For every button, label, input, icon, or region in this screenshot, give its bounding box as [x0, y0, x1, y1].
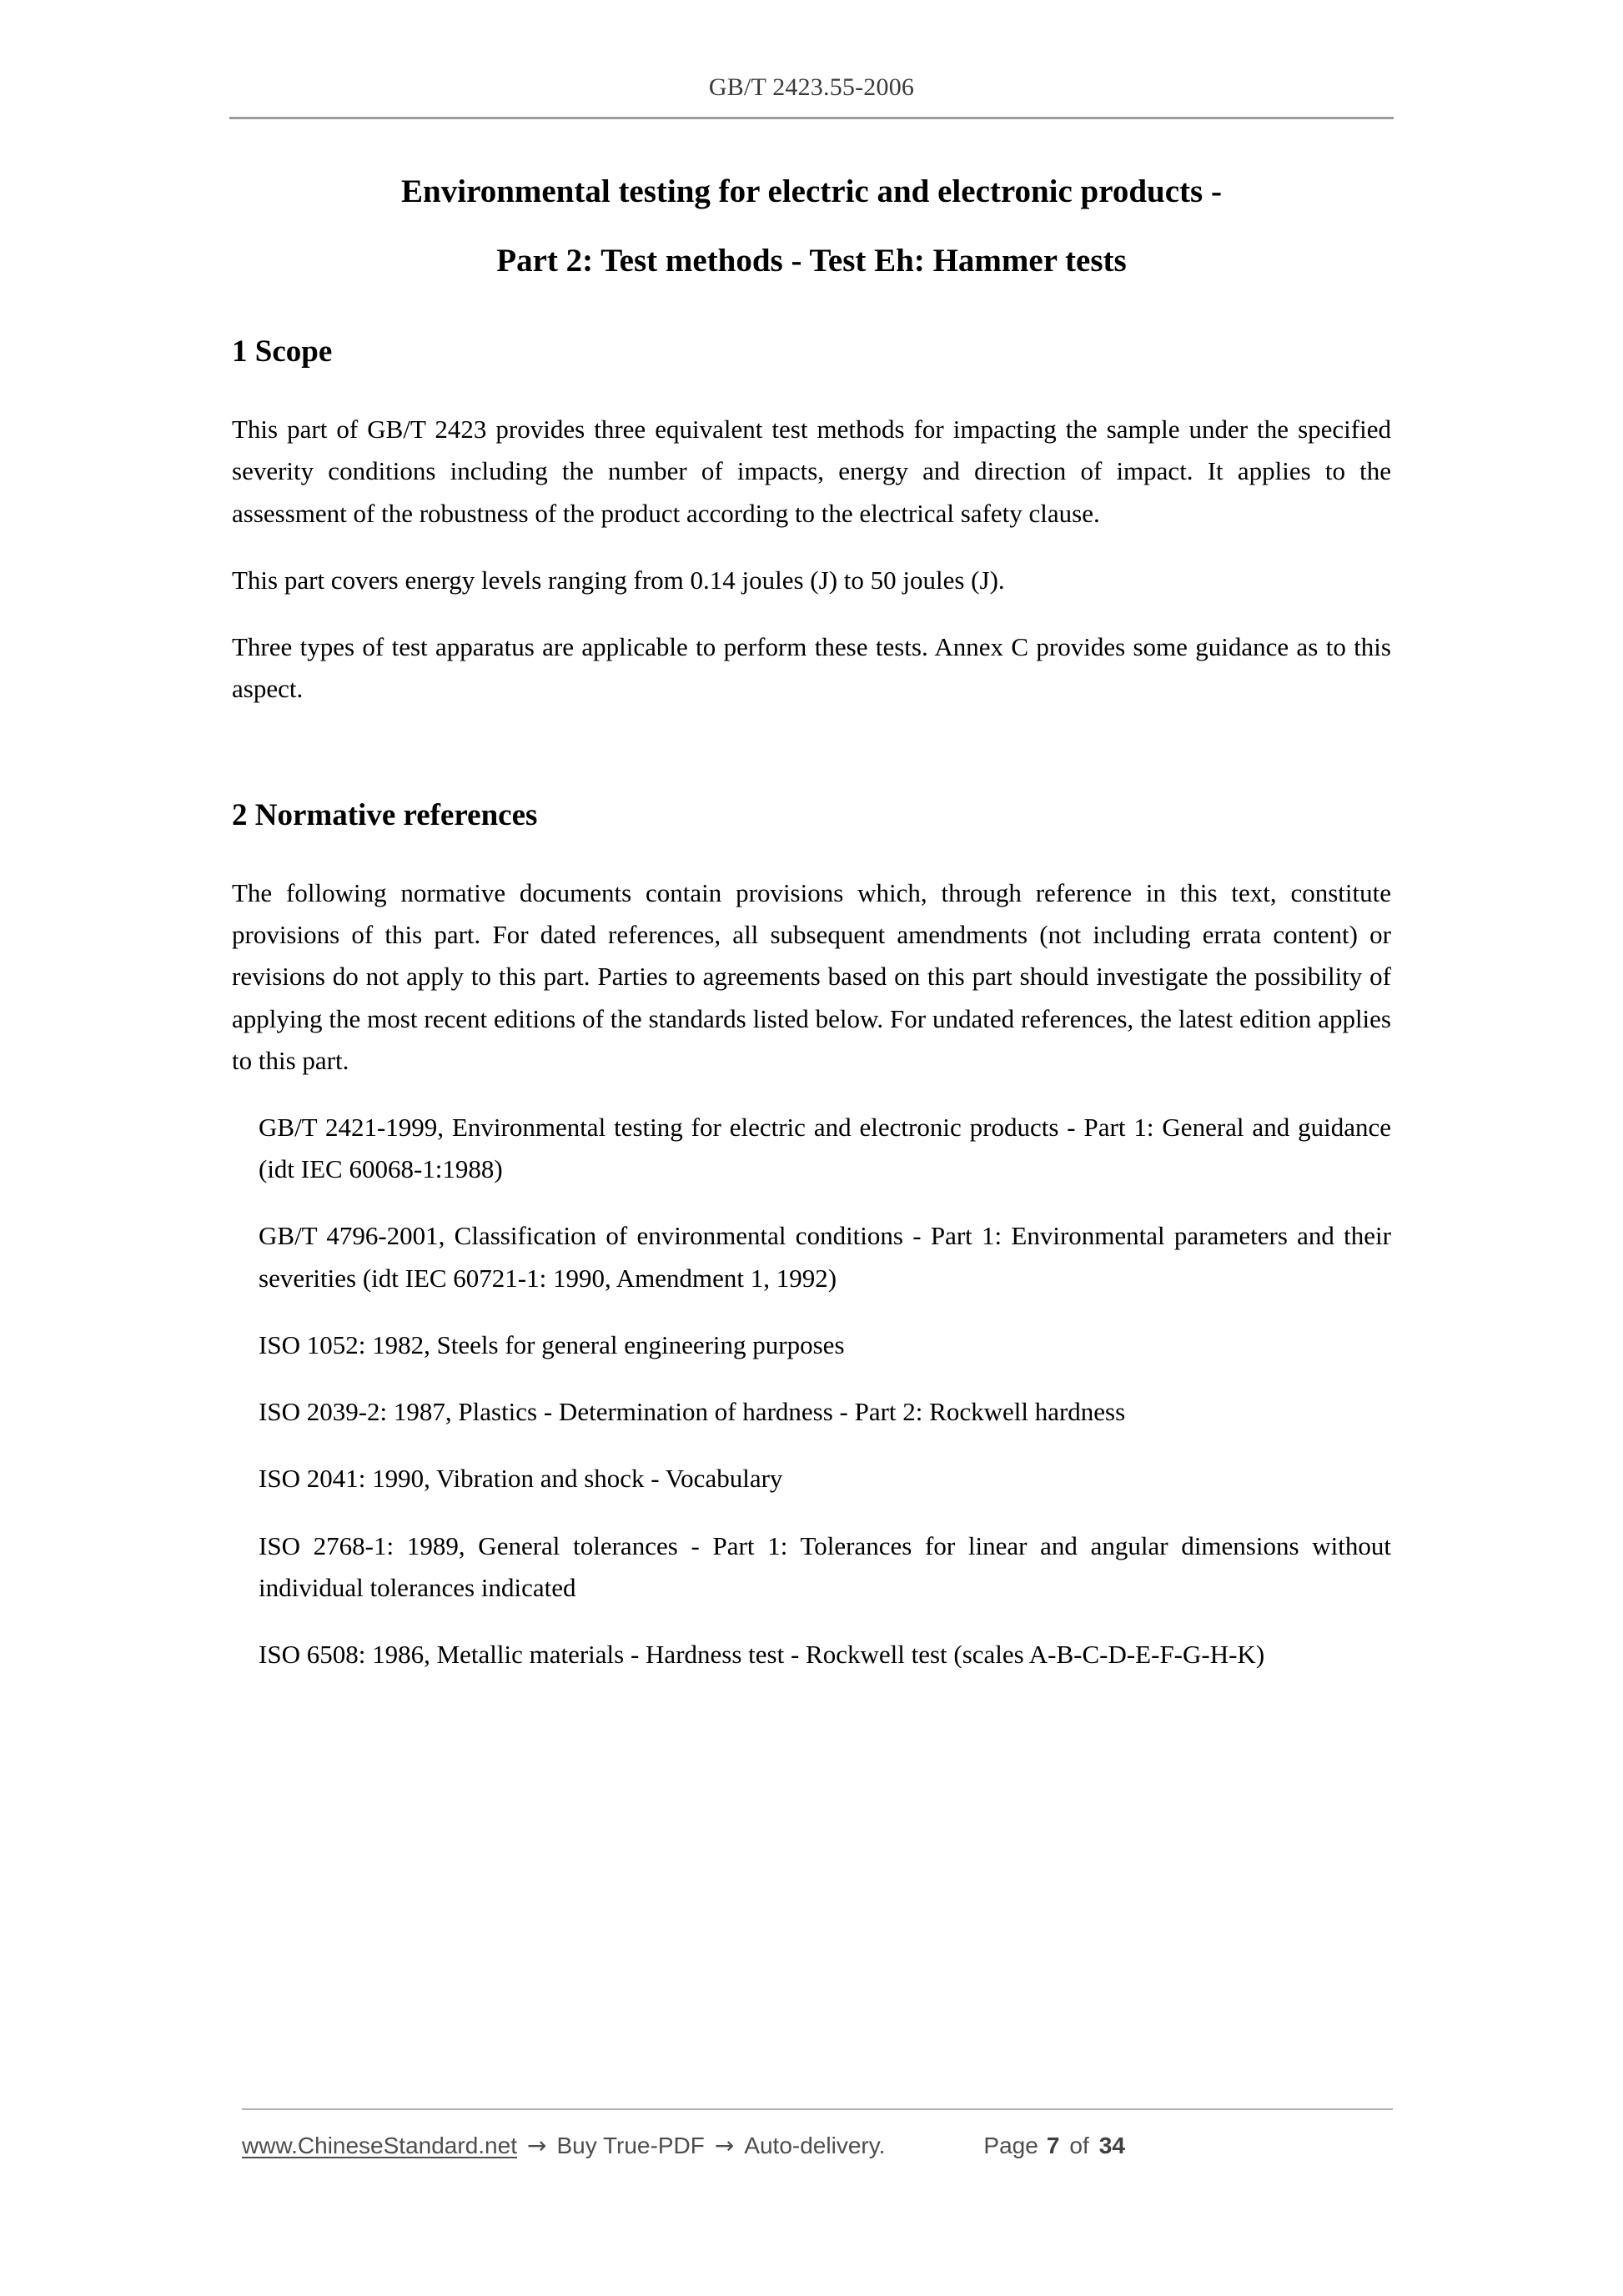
reference-item: GB/T 2421-1999, Environmental testing for electric and electronic products - Part 1: General and guidance (idt IEC 60068-1:1988) — [259, 1113, 1391, 1184]
footer-buy-label: Buy True-PDF — [556, 2133, 705, 2158]
page-indicator — [983, 2133, 1125, 2159]
reference-item: ISO 2768-1: 1989, General tolerances - Part 1: Tolerances for linear and angular dimensions without individual tolerances indicated — [259, 1530, 1391, 1602]
normative-references-paragraph: The following normative documents contain provisions which, through reference in this text, constitute provisions of this part. For dated references, all subsequent amendments (not including errata content) or revisions do not apply to this part. Parties to agreements based on this part should investigate the possibility of applying the most recent editions of the standards listed below. For undated references, the latest edition applies to this part. — [232, 877, 1391, 1075]
current-page-number: 7 — [1046, 2133, 1060, 2158]
page-footer — [242, 2108, 1393, 2159]
page-header — [229, 73, 1394, 119]
reference-item: ISO 2039-2: 1987, Plastics - Determination of hardness - Part 2: Rockwell hardness — [259, 1397, 1126, 1427]
footer-row — [242, 2132, 1393, 2159]
scope-paragraph-1: This part of GB/T 2423 provides three equivalent test methods for impacting the sample under the specified severity conditions including the number of impacts, energy and direction of impact. It applies to the assessment of the robustness of the product according to the electrical safety clause. — [232, 414, 1391, 528]
reference-item: ISO 2041: 1990, Vibration and shock - Vocabulary — [259, 1464, 783, 1494]
scope-paragraph-3: Three types of test apparatus are applicable to perform these tests. Annex C provides some guidance as to this aspect. — [232, 632, 1391, 704]
reference-item: GB/T 4796-2001, Classification of environmental conditions - Part 1: Environmental parameters and their severities (idt IEC 60721-1: 1990, Amendment 1, 1992) — [259, 1221, 1391, 1293]
arrow-right-icon: → — [714, 2132, 735, 2159]
footer-delivery-label: Auto-delivery. — [744, 2133, 886, 2158]
document-title — [232, 171, 1391, 282]
page-label: Page — [983, 2133, 1038, 2158]
scope-paragraph-2: This part covers energy levels ranging from 0.14 joules (J) to 50 joules (J). — [232, 565, 1005, 595]
section-heading-normative-references: 2 Normative references — [232, 797, 538, 832]
normative-reference-list — [232, 1107, 1391, 1676]
total-page-count: 34 — [1098, 2133, 1125, 2158]
footer-website-link[interactable]: www.ChineseStandard.net — [242, 2133, 517, 2158]
standard-code: GB/T 2423.55-2006 — [708, 73, 915, 101]
document-content — [232, 171, 1391, 1701]
document-title-line-2: Part 2: Test methods - Test Eh: Hammer tests — [496, 242, 1127, 279]
reference-item: ISO 6508: 1986, Metallic materials - Hardness test - Rockwell test (scales A-B-C-D-E-F-G-H-K) — [259, 1639, 1265, 1669]
reference-item: ISO 1052: 1982, Steels for general engineering purposes — [259, 1329, 845, 1359]
footer-promo — [242, 2132, 885, 2159]
header-divider — [229, 117, 1394, 119]
arrow-right-icon: → — [526, 2132, 547, 2159]
document-title-line-1: Environmental testing for electric and electronic products - — [401, 173, 1222, 209]
footer-divider — [242, 2108, 1393, 2110]
of-label: of — [1069, 2133, 1089, 2158]
section-heading-scope: 1 Scope — [232, 334, 333, 369]
